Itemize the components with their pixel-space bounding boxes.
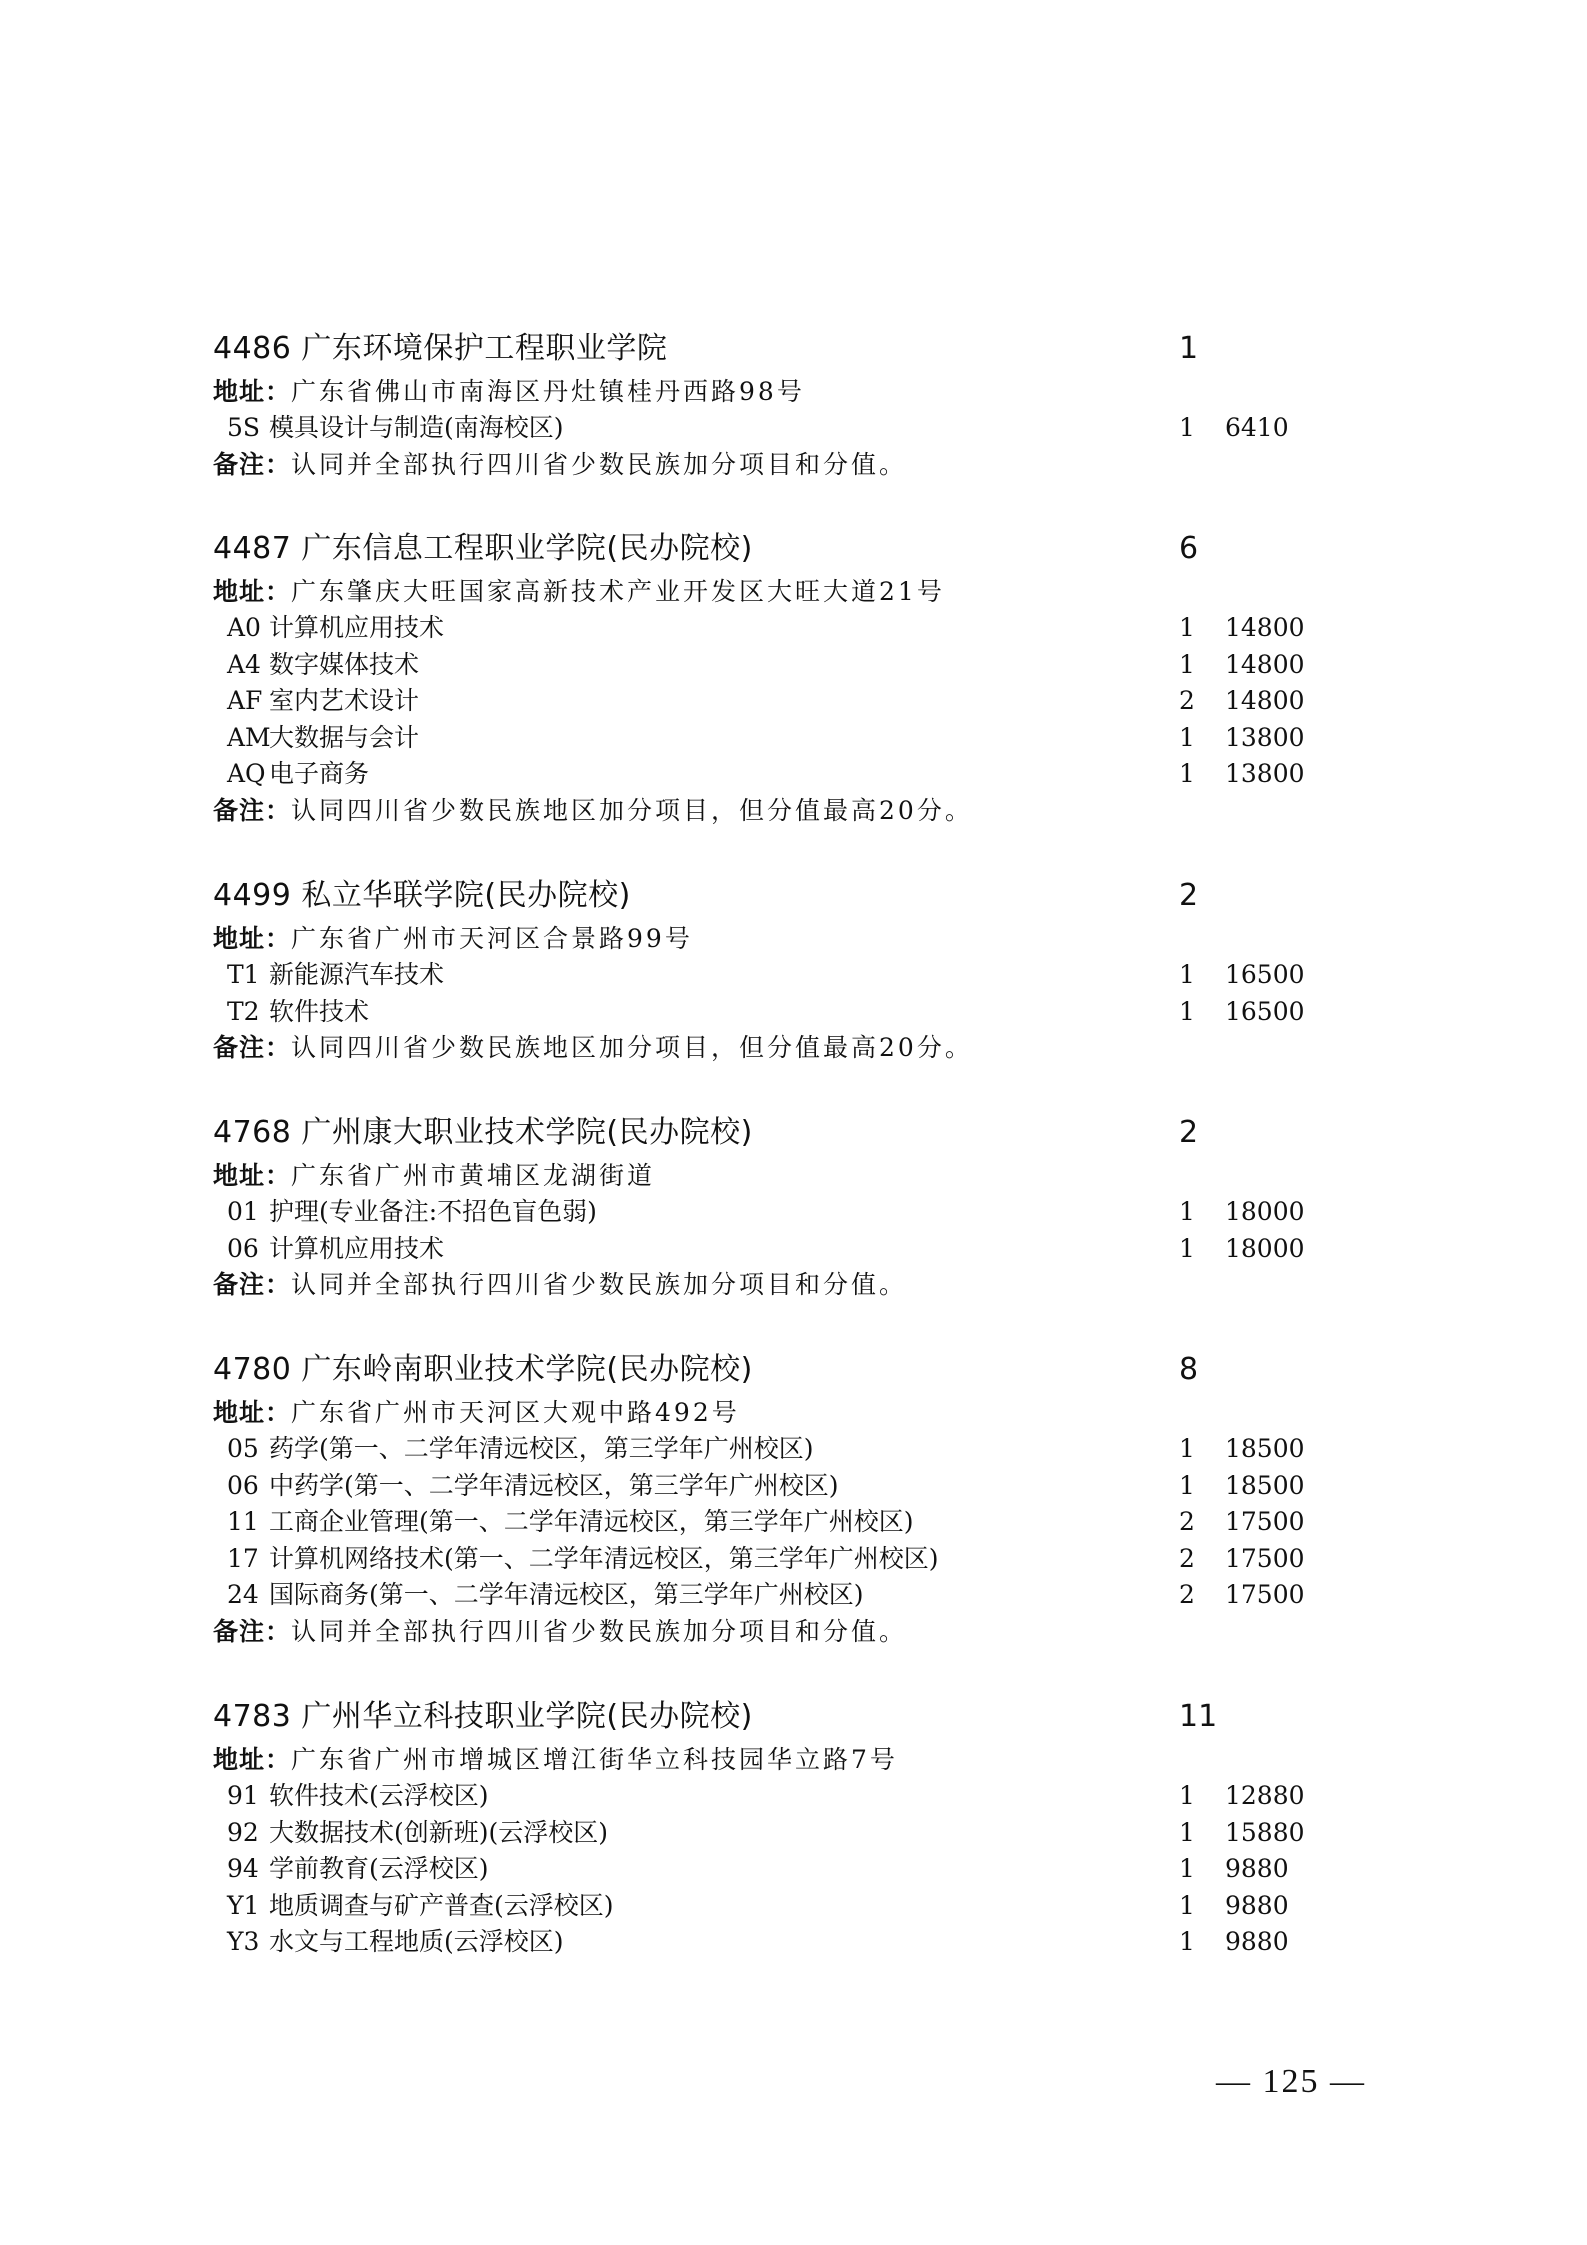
major-fee: 17500 <box>1225 1507 1305 1536</box>
school-total-plan: 8 <box>1179 1352 1199 1387</box>
school-address <box>213 1742 1313 1778</box>
major-code: 92 <box>227 1817 259 1847</box>
major-fee: 13800 <box>1225 759 1305 788</box>
major-fee: 16500 <box>1225 960 1305 989</box>
school-block <box>213 528 1313 829</box>
major-name: 电子商务 <box>269 759 370 788</box>
major-code: 94 <box>227 1854 259 1883</box>
address-label: 地址： <box>213 924 292 953</box>
major-fee: 9880 <box>1225 1854 1289 1883</box>
major-plan: 1 <box>1179 613 1195 642</box>
major-code: T1 <box>227 960 260 989</box>
major-plan: 2 <box>1179 1543 1195 1573</box>
major-code: T2 <box>227 996 260 1026</box>
address-label: 地址： <box>213 577 292 606</box>
major-code: AF <box>227 686 263 715</box>
school-total-plan: 1 <box>1179 331 1199 366</box>
major-row <box>213 1778 1313 1815</box>
school-name: 广州华立科技职业学院(民办院校) <box>301 1699 753 1734</box>
major-code: Y3 <box>227 1927 260 1956</box>
major-plan: 1 <box>1179 1470 1195 1500</box>
major-row <box>213 610 1313 647</box>
major-fee: 17500 <box>1225 1543 1305 1573</box>
major-row <box>213 1431 1313 1468</box>
school-code: 4499 <box>213 878 292 913</box>
page-number: — 125 — <box>1216 2063 1366 2100</box>
major-fee: 12880 <box>1225 1781 1305 1810</box>
major-row <box>213 683 1313 720</box>
major-plan: 1 <box>1179 1817 1195 1847</box>
school-header <box>213 1349 1313 1395</box>
major-row <box>213 1577 1313 1614</box>
school-note <box>213 793 1313 829</box>
major-name: 数字媒体技术 <box>269 649 420 679</box>
note-label: 备注： <box>213 1616 292 1646</box>
major-fee: 6410 <box>1225 413 1289 442</box>
major-code: 5S <box>227 413 261 442</box>
school-title <box>213 328 667 370</box>
major-plan: 2 <box>1179 686 1195 715</box>
note-text: 认同并全部执行四川省少数民族加分项目和分值。 <box>291 1270 908 1299</box>
major-fee: 15880 <box>1225 1817 1305 1847</box>
major-fee: 16500 <box>1225 996 1305 1026</box>
major-plan: 2 <box>1179 1580 1195 1609</box>
major-row <box>213 1924 1313 1961</box>
major-fee: 9880 <box>1225 1927 1289 1956</box>
major-fee: 14800 <box>1225 613 1305 642</box>
school-total-plan: 2 <box>1179 1115 1199 1150</box>
major-plan: 1 <box>1179 1197 1195 1226</box>
address-text: 广东省广州市黄埔区龙湖街道 <box>291 1161 656 1190</box>
major-code: 01 <box>227 1197 259 1226</box>
major-plan: 1 <box>1179 1233 1195 1263</box>
major-fee: 14800 <box>1225 686 1305 715</box>
major-code: 05 <box>227 1434 259 1463</box>
school-address <box>213 374 1313 410</box>
note-label: 备注： <box>213 795 292 825</box>
major-code: A0 <box>227 613 261 642</box>
major-row <box>213 410 1313 447</box>
major-row <box>213 957 1313 994</box>
major-name: 国际商务(第一、二学年清远校区，第三学年广州校区) <box>269 1580 864 1609</box>
major-row <box>213 1194 1313 1231</box>
major-plan: 2 <box>1179 1507 1195 1536</box>
note-text: 认同四川省少数民族地区加分项目，但分值最高20分。 <box>291 795 973 825</box>
school-title <box>213 528 753 570</box>
address-label: 地址： <box>213 1398 292 1427</box>
school-note <box>213 447 1313 483</box>
address-text: 广东省广州市天河区大观中路492号 <box>291 1398 740 1427</box>
major-plan: 1 <box>1179 1854 1195 1883</box>
major-name: 学前教育(云浮校区) <box>269 1854 489 1883</box>
address-label: 地址： <box>213 1161 292 1190</box>
major-code: Y1 <box>227 1890 260 1920</box>
major-fee: 18500 <box>1225 1470 1305 1500</box>
school-code: 4487 <box>213 531 292 566</box>
major-name: 计算机网络技术(第一、二学年清远校区，第三学年广州校区) <box>269 1543 939 1573</box>
school-total-plan: 2 <box>1179 878 1199 913</box>
address-label: 地址： <box>213 1745 292 1774</box>
school-address <box>213 574 1313 610</box>
note-text: 认同四川省少数民族地区加分项目，但分值最高20分。 <box>291 1033 973 1062</box>
major-plan: 1 <box>1179 960 1195 989</box>
major-code: 06 <box>227 1470 259 1500</box>
major-plan: 1 <box>1179 996 1195 1026</box>
school-name: 广州康大职业技术学院(民办院校) <box>301 1115 753 1150</box>
major-fee: 13800 <box>1225 722 1305 752</box>
note-label: 备注： <box>213 1270 292 1299</box>
major-plan: 1 <box>1179 1927 1195 1956</box>
major-row <box>213 720 1313 757</box>
school-name: 广东环境保护工程职业学院 <box>301 331 668 366</box>
major-code: AM <box>227 722 271 752</box>
school-title <box>213 1112 753 1154</box>
school-note <box>213 1030 1313 1066</box>
major-name: 大数据技术(创新班)(云浮校区) <box>269 1817 609 1847</box>
school-name: 私立华联学院(民办院校) <box>301 878 631 913</box>
school-code: 4486 <box>213 331 292 366</box>
school-name: 广东信息工程职业学院(民办院校) <box>301 531 753 566</box>
school-block <box>213 1696 1313 1961</box>
major-fee: 14800 <box>1225 649 1305 679</box>
address-text: 广东省佛山市南海区丹灶镇桂丹西路98号 <box>291 377 805 406</box>
major-code: AQ <box>227 759 266 788</box>
major-code: 24 <box>227 1580 259 1609</box>
major-row <box>213 1468 1313 1505</box>
note-label: 备注： <box>213 449 292 479</box>
major-name: 中药学(第一、二学年清远校区，第三学年广州校区) <box>269 1470 839 1500</box>
school-block <box>213 1112 1313 1303</box>
major-plan: 1 <box>1179 413 1195 442</box>
school-title <box>213 875 631 917</box>
school-code: 4783 <box>213 1699 292 1734</box>
major-code: 11 <box>227 1507 259 1536</box>
major-plan: 1 <box>1179 1781 1195 1810</box>
major-name: 计算机应用技术 <box>269 1233 445 1263</box>
school-block <box>213 875 1313 1066</box>
major-name: 软件技术 <box>269 996 370 1026</box>
school-address <box>213 921 1313 957</box>
school-address <box>213 1158 1313 1194</box>
school-block <box>213 1349 1313 1650</box>
school-address <box>213 1395 1313 1431</box>
note-label: 备注： <box>213 1033 292 1062</box>
major-name: 水文与工程地质(云浮校区) <box>269 1927 564 1956</box>
major-fee: 9880 <box>1225 1890 1289 1920</box>
address-text: 广东省广州市增城区增江街华立科技园华立路7号 <box>291 1745 898 1774</box>
major-name: 新能源汽车技术 <box>269 960 445 989</box>
address-text: 广东省广州市天河区合景路99号 <box>291 924 693 953</box>
school-title <box>213 1696 753 1738</box>
major-plan: 1 <box>1179 722 1195 752</box>
major-row <box>213 647 1313 684</box>
address-text: 广东肇庆大旺国家高新技术产业开发区大旺大道21号 <box>291 577 945 606</box>
major-row <box>213 1541 1313 1578</box>
note-text: 认同并全部执行四川省少数民族加分项目和分值。 <box>291 449 908 479</box>
major-row <box>213 1851 1313 1888</box>
school-code: 4780 <box>213 1352 292 1387</box>
school-total-plan: 11 <box>1179 1699 1218 1734</box>
major-plan: 1 <box>1179 1434 1195 1463</box>
school-title <box>213 1349 753 1391</box>
major-name: 模具设计与制造(南海校区) <box>269 413 564 442</box>
note-text: 认同并全部执行四川省少数民族加分项目和分值。 <box>291 1616 908 1646</box>
school-header <box>213 1696 1313 1742</box>
major-name: 软件技术(云浮校区) <box>269 1781 489 1810</box>
major-plan: 1 <box>1179 1890 1195 1920</box>
major-name: 地质调查与矿产普查(云浮校区) <box>269 1890 614 1920</box>
major-fee: 18500 <box>1225 1434 1305 1463</box>
major-fee: 18000 <box>1225 1233 1305 1263</box>
major-row <box>213 1504 1313 1541</box>
school-note <box>213 1267 1313 1303</box>
major-code: 91 <box>227 1781 259 1810</box>
major-fee: 18000 <box>1225 1197 1305 1226</box>
major-name: 计算机应用技术 <box>269 613 445 642</box>
school-header <box>213 875 1313 921</box>
major-row <box>213 1815 1313 1852</box>
address-label: 地址： <box>213 377 292 406</box>
major-name: 工商企业管理(第一、二学年清远校区，第三学年广州校区) <box>269 1507 914 1536</box>
school-code: 4768 <box>213 1115 292 1150</box>
major-row <box>213 1231 1313 1268</box>
school-total-plan: 6 <box>1179 531 1199 566</box>
school-note <box>213 1614 1313 1650</box>
major-row <box>213 756 1313 793</box>
school-header <box>213 1112 1313 1158</box>
major-code: 17 <box>227 1543 259 1573</box>
school-name: 广东岭南职业技术学院(民办院校) <box>301 1352 753 1387</box>
major-name: 护理(专业备注:不招色盲色弱) <box>269 1197 597 1226</box>
major-name: 大数据与会计 <box>269 722 420 752</box>
major-name: 室内艺术设计 <box>269 686 420 715</box>
major-plan: 1 <box>1179 759 1195 788</box>
school-block <box>213 328 1313 483</box>
major-fee: 17500 <box>1225 1580 1305 1609</box>
major-code: A4 <box>227 649 261 679</box>
major-plan: 1 <box>1179 649 1195 679</box>
major-row <box>213 994 1313 1031</box>
major-code: 06 <box>227 1233 259 1263</box>
school-header <box>213 328 1313 374</box>
school-header <box>213 528 1313 574</box>
major-row <box>213 1888 1313 1925</box>
major-name: 药学(第一、二学年清远校区，第三学年广州校区) <box>269 1434 814 1463</box>
